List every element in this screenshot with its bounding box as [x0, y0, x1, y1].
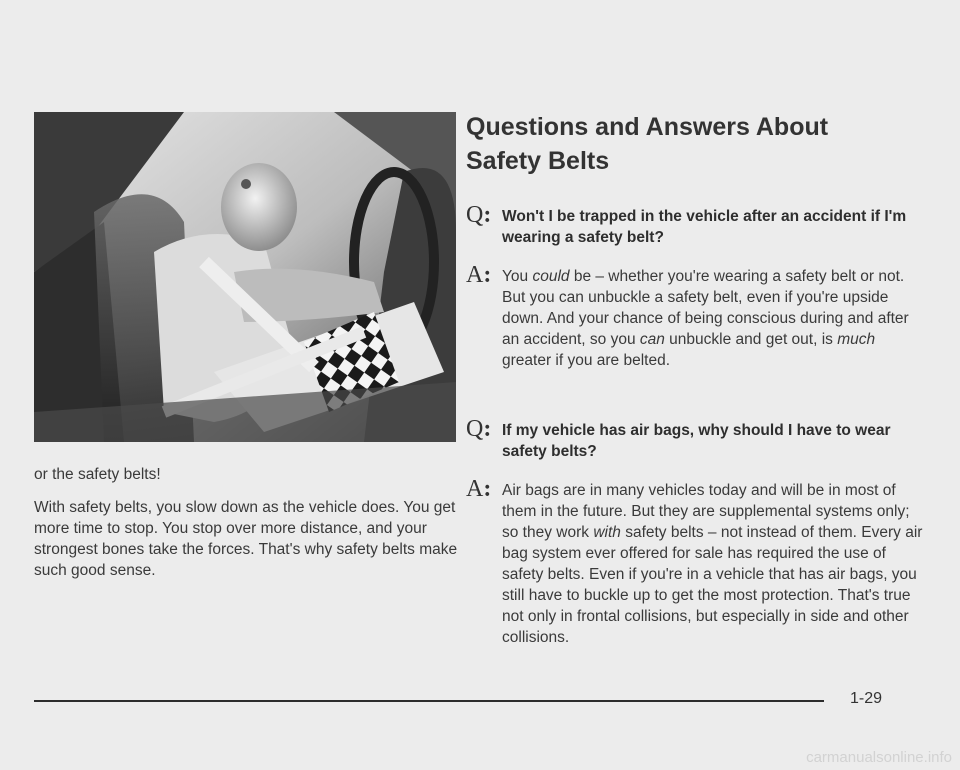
left-column-text	[34, 464, 458, 593]
page-number: 1-29	[850, 690, 883, 707]
answer-2	[466, 476, 926, 648]
crash-test-dummy-photo	[34, 112, 456, 442]
answer-1	[466, 262, 926, 371]
question-marker: Q:	[466, 416, 492, 442]
crash-test-dummy-illustration	[34, 112, 456, 442]
heading-line-1: Questions and Answers About	[466, 113, 829, 141]
answer-marker: A:	[466, 262, 492, 288]
footer-rule	[34, 700, 824, 702]
section-heading	[466, 110, 906, 178]
answer-2-text: Air bags are in many vehicles today and will be in most of them in the future. But they are supplemental systems only; so they work with safety belts – not instead of them. Every air bag system ever offered for sale has required the use of safety belts. Even if you're in a vehicle that has air bags, you still have to buckle up to get the most protection. That's true not only in frontal collisions, but especially in side and other collisions.	[502, 482, 923, 646]
question-2	[466, 416, 926, 462]
caption-continuation: or the safety belts!	[34, 466, 161, 483]
answer-1-text: You could be – whether you're wearing a safety belt or not. But you can unbuckle a safety belt, even if you're upside down. And your chance of being conscious during and after an accident, so you can unbuckle and get out, is much greater if you are belted.	[502, 268, 909, 369]
question-1-text: Won't I be trapped in the vehicle after an accident if I'm wearing a safety belt?	[502, 208, 907, 246]
answer-marker: A:	[466, 476, 492, 502]
question-marker: Q:	[466, 202, 492, 228]
watermark[interactable]: carmanualsonline.info	[806, 749, 952, 766]
question-1	[466, 202, 926, 248]
heading-line-2: Safety Belts	[466, 147, 610, 175]
safety-belt-paragraph: With safety belts, you slow down as the vehicle does. You get more time to stop. You stop over more distance, and your strongest bones take the forces. That's why safety belts make such good sense.	[34, 499, 458, 579]
question-2-text: If my vehicle has air bags, why should I have to wear safety belts?	[502, 422, 891, 460]
